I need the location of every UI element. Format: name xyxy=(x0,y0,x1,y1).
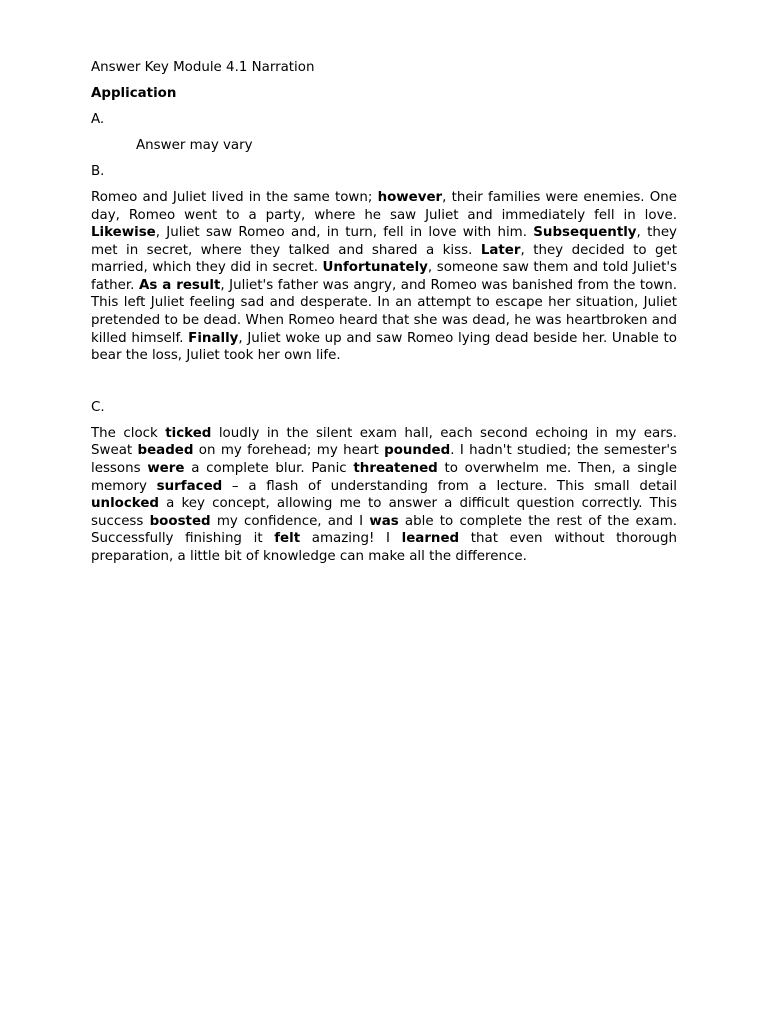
section-b-label: B. xyxy=(91,163,105,179)
bold-keyword: however xyxy=(377,189,443,205)
bold-keyword: As a result xyxy=(138,277,221,293)
bold-keyword: Unfortunately xyxy=(322,260,428,276)
bold-keyword: felt xyxy=(274,531,301,547)
text-run: loudly in the silent exam hall, each second echoing in my ears. Sweat xyxy=(91,425,677,459)
text-run: , Juliet woke up and saw Romeo lying dead beside her. Unable to bear the loss, Juliet took her own life. xyxy=(91,330,677,364)
bold-keyword: Later xyxy=(480,242,521,258)
bold-keyword: threatened xyxy=(353,461,438,477)
bold-keyword: Finally xyxy=(188,330,239,346)
section-heading: Application xyxy=(91,85,177,101)
text-run: , they decided to get married, which they did in secret. xyxy=(91,242,677,276)
section-c-paragraph xyxy=(91,425,677,566)
text-run: , Juliet saw Romeo and, in turn, fell in love with him. xyxy=(155,225,534,241)
text-run: a key concept, allowing me to answer a difficult question correctly. This success xyxy=(91,496,677,529)
bold-keyword: was xyxy=(369,513,399,529)
text-run: that even without thorough preparation, a little bit of knowledge can make all the difference. xyxy=(91,531,677,564)
bold-keyword: Likewise xyxy=(91,225,156,241)
bold-keyword: unlocked xyxy=(91,496,160,512)
text-run: to overwhelm me. Then, a single memory xyxy=(91,461,677,494)
text-run: Romeo and Juliet lived in the same town; xyxy=(91,189,378,205)
text-run: , Juliet's father was angry, and Romeo was banished from the town. This left Juliet feeling sad and desperate. In an attempt to escape her situation, Juliet pretended to be dead. When Romeo heard that she was dead, he was heartbroken and killed himself. xyxy=(91,277,677,346)
bold-keyword: Subsequently xyxy=(533,225,637,241)
section-a-label: A. xyxy=(91,111,105,127)
section-c-label: C. xyxy=(91,399,105,415)
text-run: The clock xyxy=(91,425,166,441)
text-run: amazing! I xyxy=(300,531,402,547)
text-run: , their families were enemies. One day, Romeo went to a party, where he saw Juliet and immediately fell in love. xyxy=(91,189,678,223)
text-run: , they met in secret, where they talked and shared a kiss. xyxy=(91,225,677,258)
text-run: on my forehead; my heart xyxy=(193,443,385,459)
text-run: my confidence, and I xyxy=(210,513,370,529)
section-b-paragraph xyxy=(91,189,677,365)
bold-keyword: boosted xyxy=(149,513,211,529)
text-run: able to complete the rest of the exam. Successfully finishing it xyxy=(91,513,677,547)
document-title: Answer Key Module 4.1 Narration xyxy=(91,60,315,75)
bold-keyword: learned xyxy=(401,531,460,547)
bold-keyword: beaded xyxy=(137,443,194,459)
bold-keyword: were xyxy=(147,461,185,477)
section-a-answer: Answer may vary xyxy=(136,137,253,153)
document-body xyxy=(91,59,677,574)
bold-keyword: ticked xyxy=(165,425,212,441)
text-run: – a flash of understanding from a lecture. This small detail xyxy=(222,478,677,494)
bold-keyword: pounded xyxy=(384,443,451,459)
text-run: , someone saw them and told Juliet's father. xyxy=(91,260,677,293)
text-run: . I hadn't studied; the semester's lessons xyxy=(91,443,678,477)
bold-keyword: surfaced xyxy=(156,478,223,494)
text-run: a complete blur. Panic xyxy=(184,461,354,477)
